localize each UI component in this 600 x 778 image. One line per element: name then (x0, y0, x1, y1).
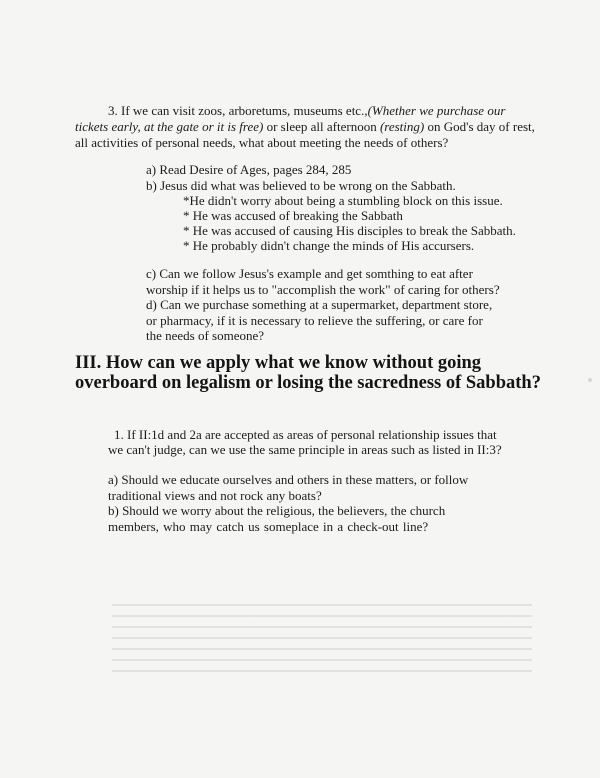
bullet-1: *He didn't worry about being a stumbling block on this issue. (183, 193, 503, 208)
item-3b: b) Jesus did what was believed to be wrong on the Sabbath. (146, 178, 456, 193)
scan-speck (588, 378, 592, 382)
section-iii-item-a: a) Should we educate ourselves and others in these matters, or follow traditional views and not rock any boats? (108, 472, 469, 503)
section-iii-item-b: b) Should we worry about the religious, the believers, the church members, who may catch us someplace in a check-out line? (108, 503, 446, 534)
reverse-side-text-lines (112, 604, 532, 674)
bullet-2: * He was accused of breaking the Sabbath (183, 208, 403, 223)
bullet-3: * He was accused of causing His disciples to break the Sabbath. (183, 223, 516, 238)
item-3d: d) Can we purchase something at a supermarket, department store, or pharmacy, if it is necessary to relieve the suffering, or care for the needs of someone? (146, 297, 493, 343)
bullet-4: * He probably didn't change the minds of His accursers. (183, 238, 475, 253)
item-3c: c) Can we follow Jesus's example and get somthing to eat after worship if it helps us to "accomplish the work" of caring for others? (146, 266, 500, 297)
question-3-italic-resting: (resting) (379, 119, 425, 134)
question-3-italic-aside: (Whether we purchase our tickets early, at the gate or it is free) (75, 103, 506, 134)
section-iii-heading: III. How can we apply what we know without going overboard on legalism or losing the sacredness of Sabbath? (75, 353, 541, 393)
item-3a: a) Read Desire of Ages, pages 284, 285 (146, 162, 352, 177)
question-3-paragraph: 3. If we can visit zoos, arboretums, museums etc.,(Whether we purchase our tickets early, at the gate or it is free) or sleep all afternoon (resting) on God's day of rest, all activities of personal needs, what about meeting the needs of others? (75, 103, 535, 150)
section-iii-item-1: 1. If II:1d and 2a are accepted as areas of personal relationship issues that we can't judge, can we use the same principle in areas such as listed in II:3? (108, 427, 502, 457)
